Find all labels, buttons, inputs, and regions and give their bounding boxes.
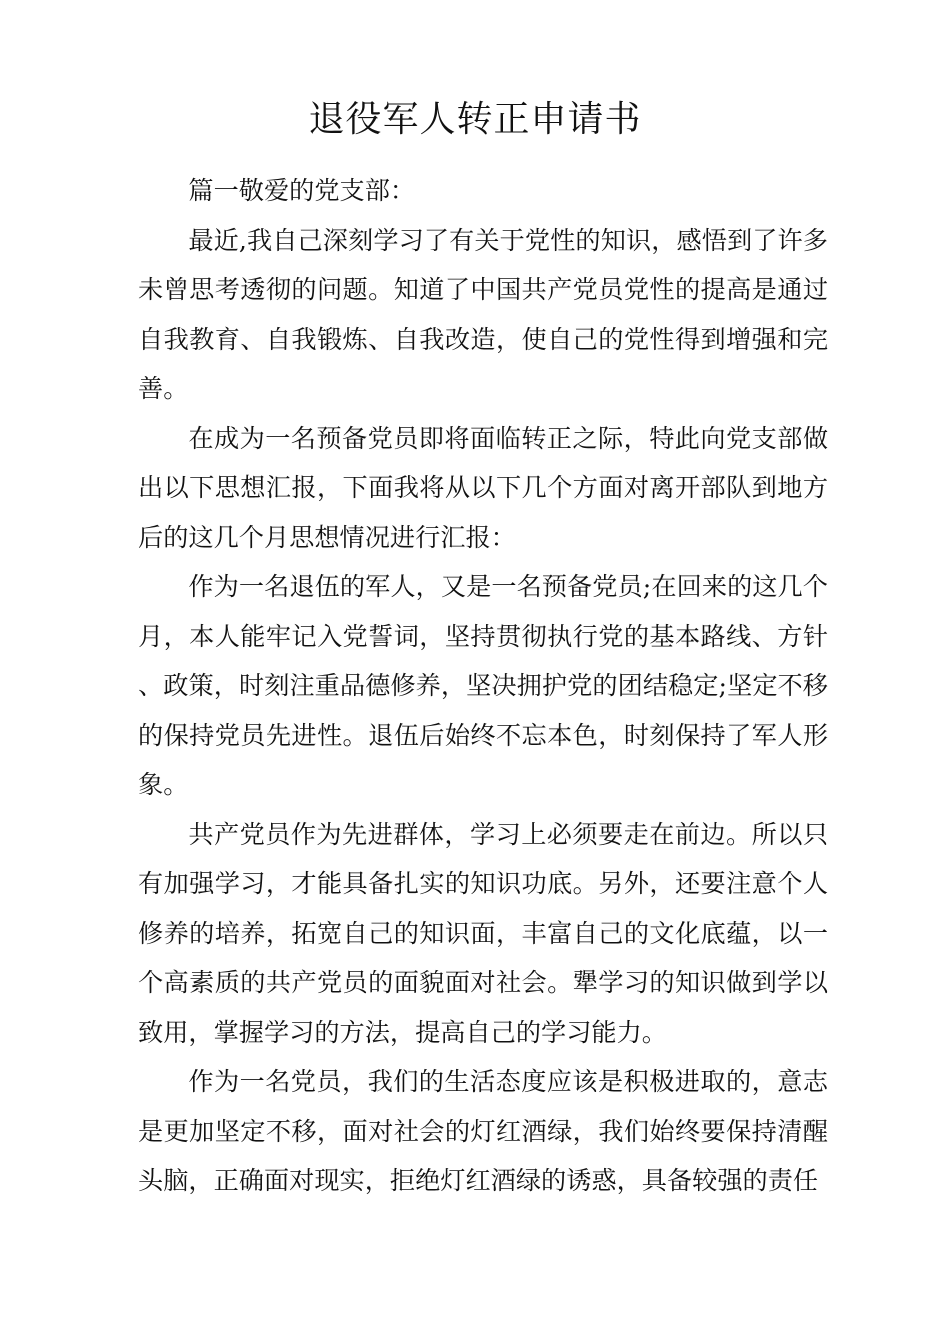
paragraph-salutation: 篇一敬爱的党支部： xyxy=(188,176,416,205)
document-title: 退役军人转正申请书 xyxy=(308,99,642,140)
paragraph-party-spirit: 最近,我自己深刻学习了有关于党性的知识，感悟到了许多未曾思考透彻的问题。知道了中国共产党员党性的提高是通过自我教育、自我锻炼、自我改造，使自己的党性得到增强和完善。 xyxy=(138,225,828,403)
paragraph-report-intro: 在成为一名预备党员即将面临转正之际，特此向党支部做出以下思想汇报，下面我将从以下几个方面对离开部队到地方后的这几个月思想情况进行汇报： xyxy=(138,423,828,552)
paragraph-study: 共产党员作为先进群体，学习上必须要走在前边。所以只有加强学习，才能具备扎实的知识功底。另外，还要注意个人修养的培养，拓宽自己的知识面，丰富自己的文化底蕴，以一个高素质的共产党员的面貌面对社会。犟学习的知识做到学以致用，掌握学习的方法，提高自己的学习能力。 xyxy=(138,819,828,1047)
document-body xyxy=(138,166,828,1206)
paragraph-attitude: 作为一名党员，我们的生活态度应该是积极进取的，意志是更加坚定不移，面对社会的灯红酒绿，我们始终要保持清醒头脑，正确面对现实，拒绝灯红酒绿的诱惑，具备较强的责任 xyxy=(138,1067,828,1195)
paragraph-veteran-conduct: 作为一名退伍的军人，又是一名预备党员;在回来的这几个月，本人能牢记入党誓词，坚持贯彻执行党的基本路线、方针、政策，时刻注重品德修养，坚决拥护党的团结稳定;坚定不移的保持党员先进性。退伍后始终不忘本色，时刻保持了军人形象。 xyxy=(138,572,828,799)
